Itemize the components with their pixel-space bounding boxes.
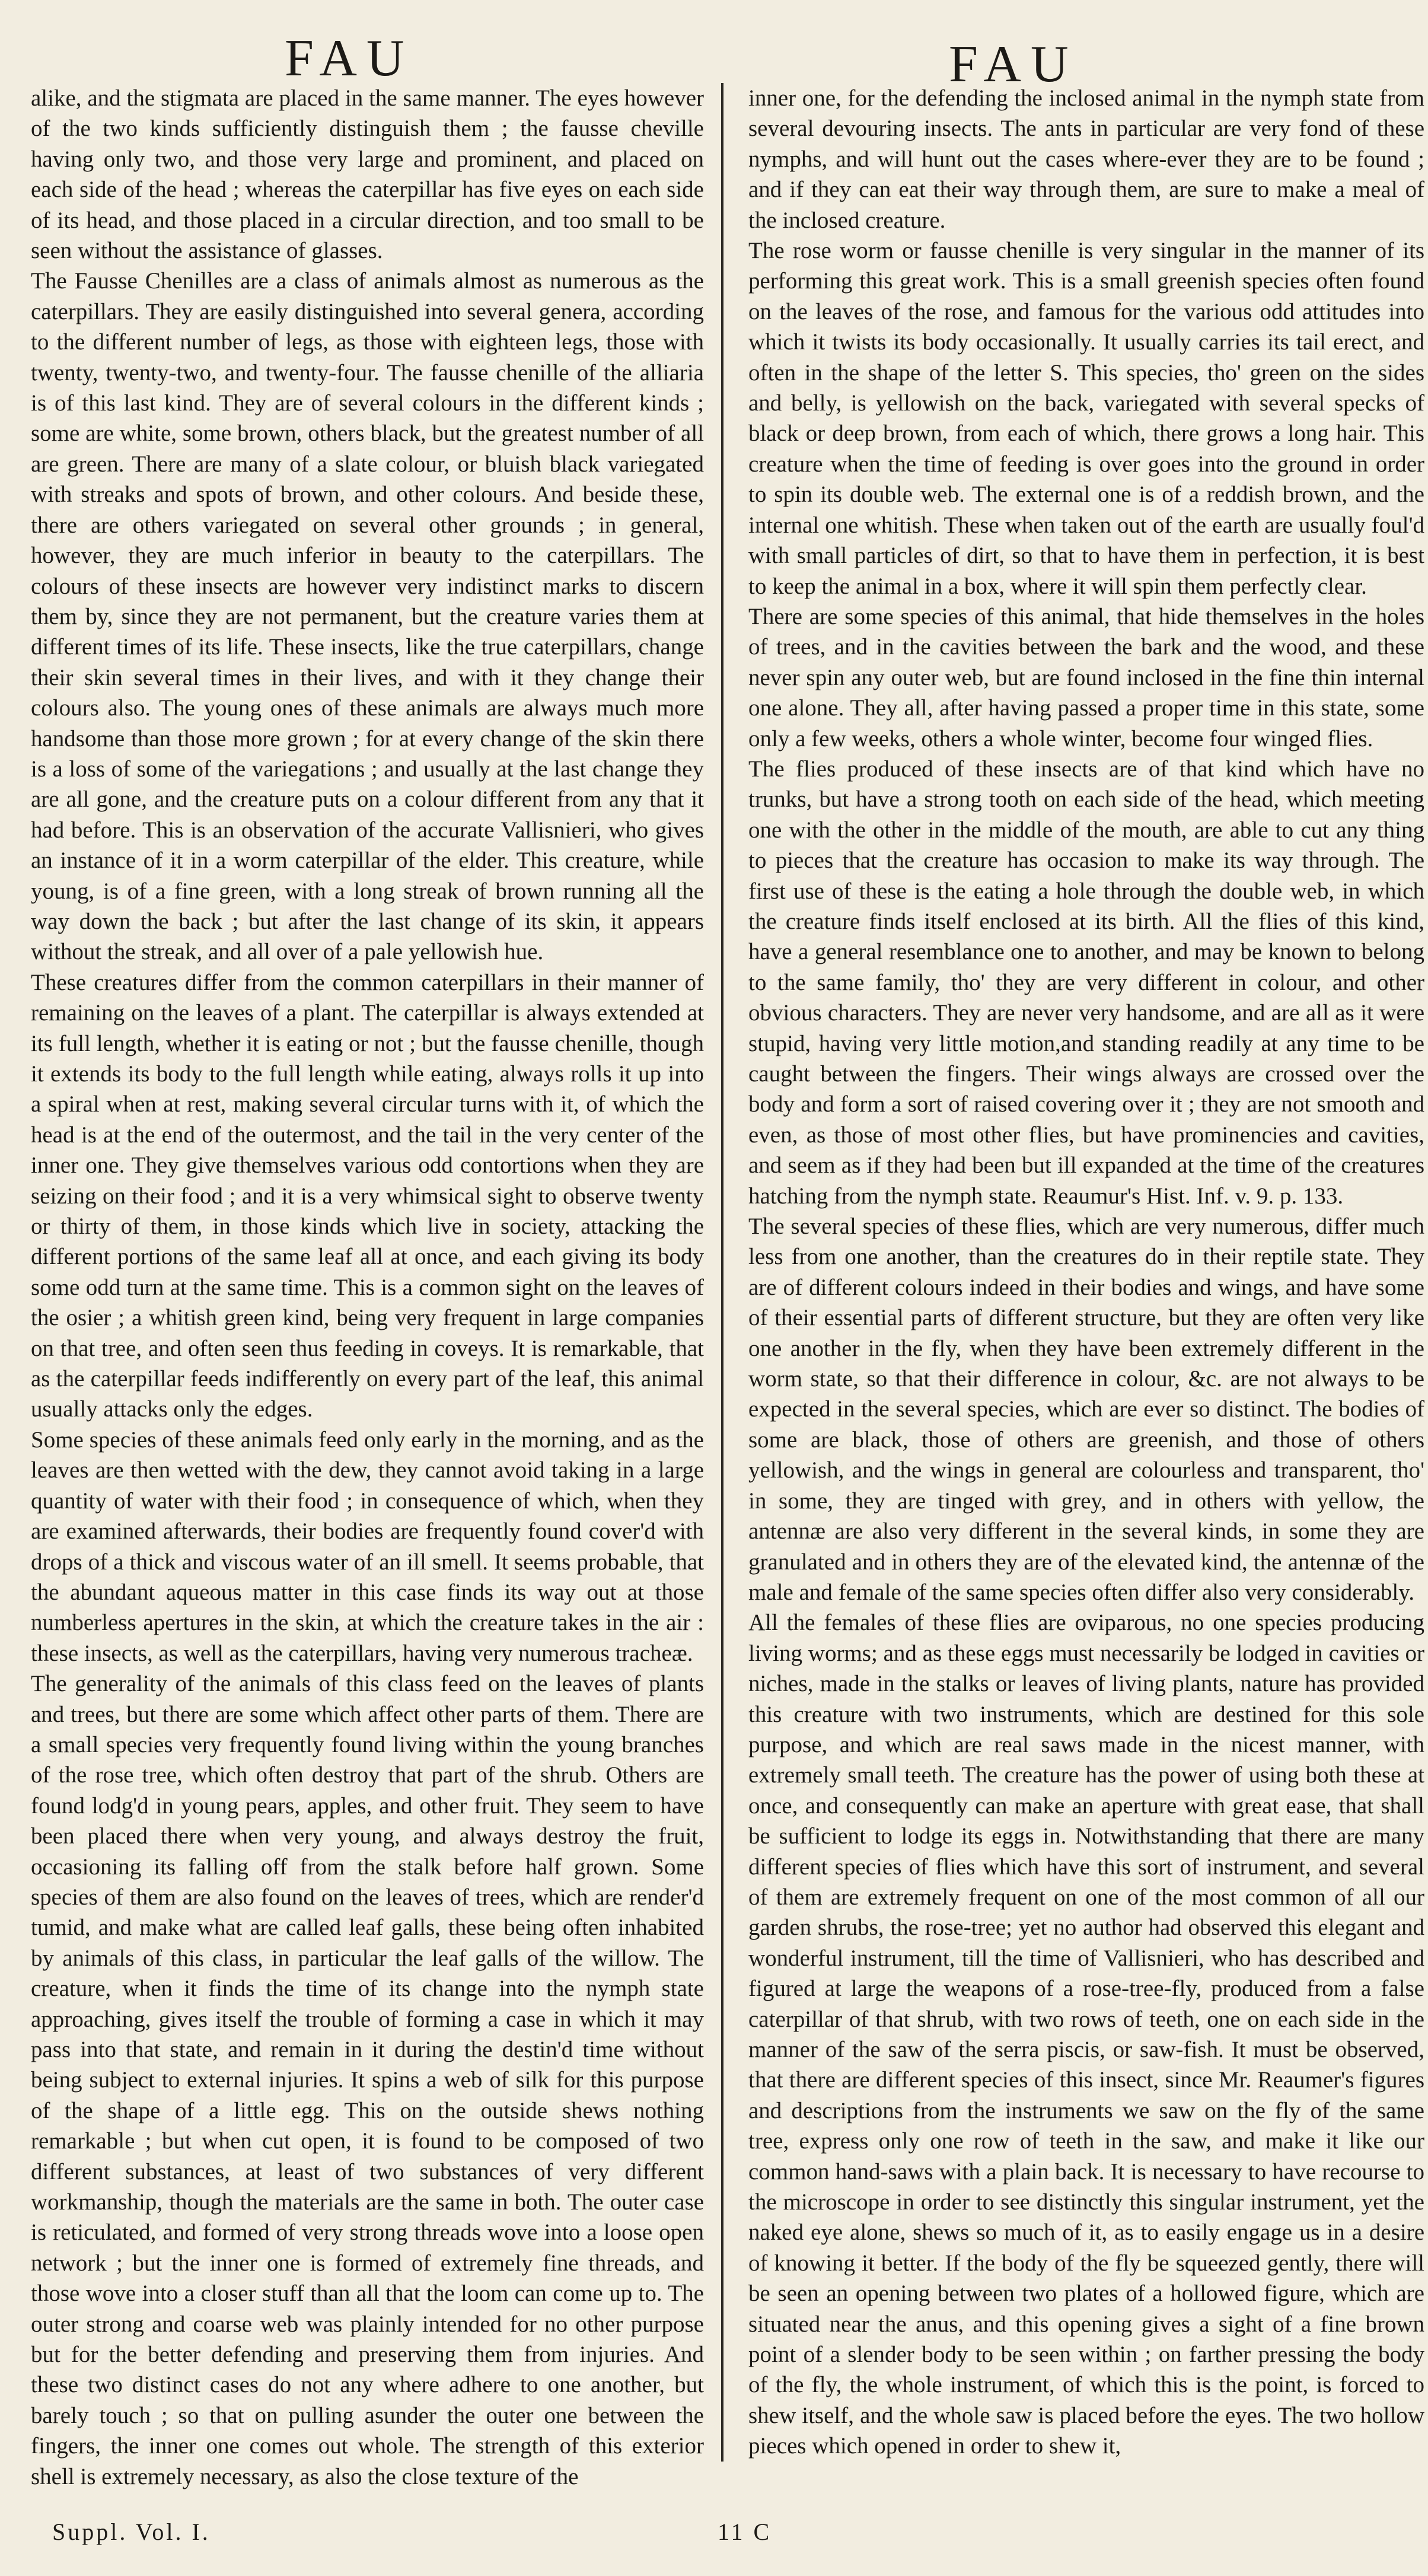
paragraph: All the females of these flies are oviparous, no one species producing living worms; and as these eggs must necessarily be lodged in cavities or niches, made in the stalks or leaves of living plants, nature has provided this creature with two instruments, which are destined for this sole purpose, and which are real saws made in the nicest manner, with extremely small teeth. The creature has the power of using both these at once, and consequently can make an aperture with great ease, that shall be sufficient to lodge its eggs in. Notwithstanding that there are many different species of flies which have this sort of instrument, and several of them are extremely frequent on one of the most common of all our garden shrubs, the rose-tree; yet no author had observed this elegant and wonderful instrument, till the time of Vallisnieri, who has described and figured at large the weapons of a rose-tree-fly, produced from a false caterpillar of that shrub, with two rows of teeth, one on each side in the manner of the saw of the serra piscis, or saw-fish. It must be observed, that there are different species of this insect, since Mr. Reaumer's figures and descriptions from the instruments we saw on the fly of the same tree, express only one row of teeth in the saw, and make it like our common hand-saws with a plain back. It is necessary to have recourse to the microscope in order to see distinctly this singular instrument, yet the naked eye alone, shews so much of it, as to easily engage us in a desire of knowing it better. If the body of the fly be squeezed gently, there will be seen an opening between two plates of a hollowed figure, which are situated near the anus, and this opening gives a sight of a fine brown point of a slender body to be seen within ; on farther pressing the body of the fly, the whole instrument, of which this is the point, is forced to shew itself, and the whole saw is placed before the eyes. The two hollow pieces which opened in order to shew it, <box>748 1610 1424 2459</box>
paragraph: The flies produced of these insects are of that kind which have no trunks, but have a strong tooth on each side of the head, which meeting one with the other in the middle of the mouth, are able to cut any thing to pieces that the creature has occasion to make its way through. The first use of these is the eating a hole through the double web, in which the creature finds itself enclosed at its birth. All the flies of this kind, have a general resemblance one to another, and may be known to belong to the same family, tho' they are very different in colour, and other obvious characters. They are never very handsome, and are all as it were stupid, having very little motion,and standing readily at any time to be caught between the fingers. Their wings always are crossed over the body and form a sort of raised covering over it ; they are not smooth and even, as those of most other flies, but have prominencies and cavities, and seem as if they had been but ill expanded at the time of the creatures hatching from the nymph state. Reaumur's Hist. Inf. v. 9. p. 133. <box>748 756 1424 1209</box>
paragraph: Some species of these animals feed only early in the morning, and as the leaves are then wetted with the dew, they cannot avoid taking in a large quantity of water with their food ; in consequence of which, when they are examined afterwards, their bodies are frequently found cover'd with drops of a thick and viscous water of an ill smell. It seems probable, that the abundant aqueous matter in this case finds its way out at those numberless apertures in the skin, at which the creature takes in the air : these insects, as well as the caterpillars, having very numerous tracheæ. <box>31 1426 704 1666</box>
volume-signature: Suppl. Vol. I. <box>52 2518 211 2545</box>
paragraph: The several species of these flies, which are very numerous, differ much less from one another, than the creatures do in their reptile state. They are of different colours indeed in their bodies and wings, and have some of their essential parts of different structure, but they are often very like one another in the fly, when they have been extremely different in the worm state, so that their difference in colour, &c. are not always to be expected in the several species, which are ever so distinct. The bodies of some are black, those of others are greenish, and those of others yellowish, and the wings in general are colourless and transparent, tho' in some, they are tinged with grey, and in others with yellow, the antennæ are also very different in the several kinds, in some they are granulated and in others they are of the elevated kind, the antennæ of the male and female of the same species often differ also very considerably. <box>748 1214 1424 1605</box>
paragraph: The rose worm or fausse chenille is very singular in the manner of its performing this great work. This is a small greenish species often found on the leaves of the rose, and famous for the various odd attitudes into which it twists its body occasionally. It usually carries its tail erect, and often in the shape of the letter S. This species, tho' green on the sides and belly, is yellowish on the back, variegated with several specks of black or deep brown, from each of which, there grows a long hair. This creature when the time of feeding is over goes into the ground in order to spin its double web. The external one is of a reddish brown, and the internal one whitish. These when taken out of the earth are usually foul'd with small particles of dirt, so that to have them in perfection, it is best to keep the animal in a box, where it will spin them perfectly clear. <box>748 238 1424 599</box>
running-head-left: FAU <box>285 30 414 87</box>
paragraph: alike, and the stigmata are placed in the same manner. The eyes however of the two kinds sufficiently distinguish them ; the fausse cheville having only two, and those very large and prominent, and placed on each side of the head ; whereas the caterpillar has five eyes on each side of its head, and those placed in a circular direction, and too small to be seen without the assistance of glasses. <box>31 85 704 264</box>
paragraph: There are some species of this animal, that hide themselves in the holes of trees, and in the cavities between the bark and the wood, and these never spin any outer web, but are found inclosed in the fine thin internal one alone. They all, after having passed a proper time in this state, some only a few weeks, others a whole winter, become four winged flies. <box>748 603 1424 752</box>
left-column <box>31 83 704 2489</box>
paragraph: The generality of the animals of this class feed on the leaves of plants and trees, but there are some which affect other parts of them. There are a small species very frequently found living within the young branches of the rose tree, which often destroy that part of the shrub. Others are found lodg'd in young pears, apples, and other fruit. They seem to have been placed there when very young, and always destroy the fruit, occasioning its falling off from the stalk before half grown. Some species of them are also found on the leaves of trees, which are render'd tumid, and make what are called leaf galls, these being often inhabited by animals of this class, in particular the leaf galls of the willow. The creature, when it finds the time of its change into the nymph state approaching, gives itself the trouble of forming a case in which it may pass into that state, and remain in it during the destin'd time without being subject to external injuries. It spins a web of silk for this purpose of the shape of a little egg. This on the outside shews nothing remarkable ; but when cut open, it is found to be composed of two different substances, at least of two substances of very different workmanship, though the materials are the same in both. The outer case is reticulated, and formed of very strong threads wove into a loose open network ; but the inner one is formed of extremely fine threads, and those wove into a closer stuff than all that the loom can come up to. The outer strong and coarse web was plainly intended for no other purpose but for the better defending and preserving them from injuries. And these two distinct cases do not any where adhere to one another, but barely touch ; so that on pulling asunder the outer one between the fingers, the inner one comes out whole. The strength of this exterior shell is extremely necessary, as also the close texture of the <box>31 1671 704 2489</box>
page-signature: 11 C <box>718 2518 772 2545</box>
right-column <box>748 83 1424 2459</box>
paragraph: The Fausse Chenilles are a class of animals almost as numerous as the caterpillars. They are easily distinguished into several genera, according to the different number of legs, as those with eighteen legs, those with twenty, twenty-two, and twenty-four. The fausse chenille of the alliaria is of this last kind. They are of several colours in the different kinds ; some are white, some brown, others black, but the greatest number of all are green. There are many of a slate colour, or bluish black variegated with streaks and spots of brown, and other colours. And beside these, there are others variegated on several other grounds ; in general, however, they are much inferior in beauty to the caterpillars. The colours of these insects are however very indistinct marks to discern them by, since they are not permanent, but the creature varies them at different times of its life. These insects, like the true caterpillars, change their skin several times in their lives, and with it they change their colours also. The young ones of these animals are always much more handsome than those more grown ; for at every change of the skin there is a loss of some of the variegations ; and usually at the last change they are all gone, and the creature puts on a colour different from any that it had before. This is an observation of the accurate Vallisnieri, who gives an instance of it in a worm caterpillar of the elder. This creature, while young, is of a fine green, with a long streak of brown running all the way down the back ; but after the last change of its skin, it appears without the streak, and all over of a pale yellowish hue. <box>31 268 704 965</box>
paragraph: inner one, for the defending the inclosed animal in the nymph state from several devouring insects. The ants in particular are very fond of these nymphs, and will hunt out the cases where-ever they are to be found ; and if they can eat their way through them, are sure to make a meal of the inclosed creature. <box>748 85 1424 233</box>
paragraph: These creatures differ from the common caterpillars in their manner of remaining on the leaves of a plant. The caterpillar is always extended at its full length, whether it is eating or not ; but the fausse chenille, though it extends its body to the full length while eating, always rolls it up into a spiral when at rest, making several circular turns with it, of which the head is at the end of the outermost, and the tail in the very center of the inner one. They give themselves various odd contortions when they are seizing on their food ; and it is a very whimsical sight to observe twenty or thirty of them, in those kinds which live in society, attacking the different portions of the same leaf all at once, and each giving its body some odd turn at the same time. This is a common sight on the leaves of the osier ; a whitish green kind, being very frequent in large companies on that tree, and often seen thus feeding in coveys. It is remarkable, that as the caterpillar feeds indifferently on every part of the leaf, this animal usually attacks only the edges. <box>31 969 704 1422</box>
column-divider <box>721 83 723 2462</box>
running-head-right: FAU <box>949 36 1078 93</box>
